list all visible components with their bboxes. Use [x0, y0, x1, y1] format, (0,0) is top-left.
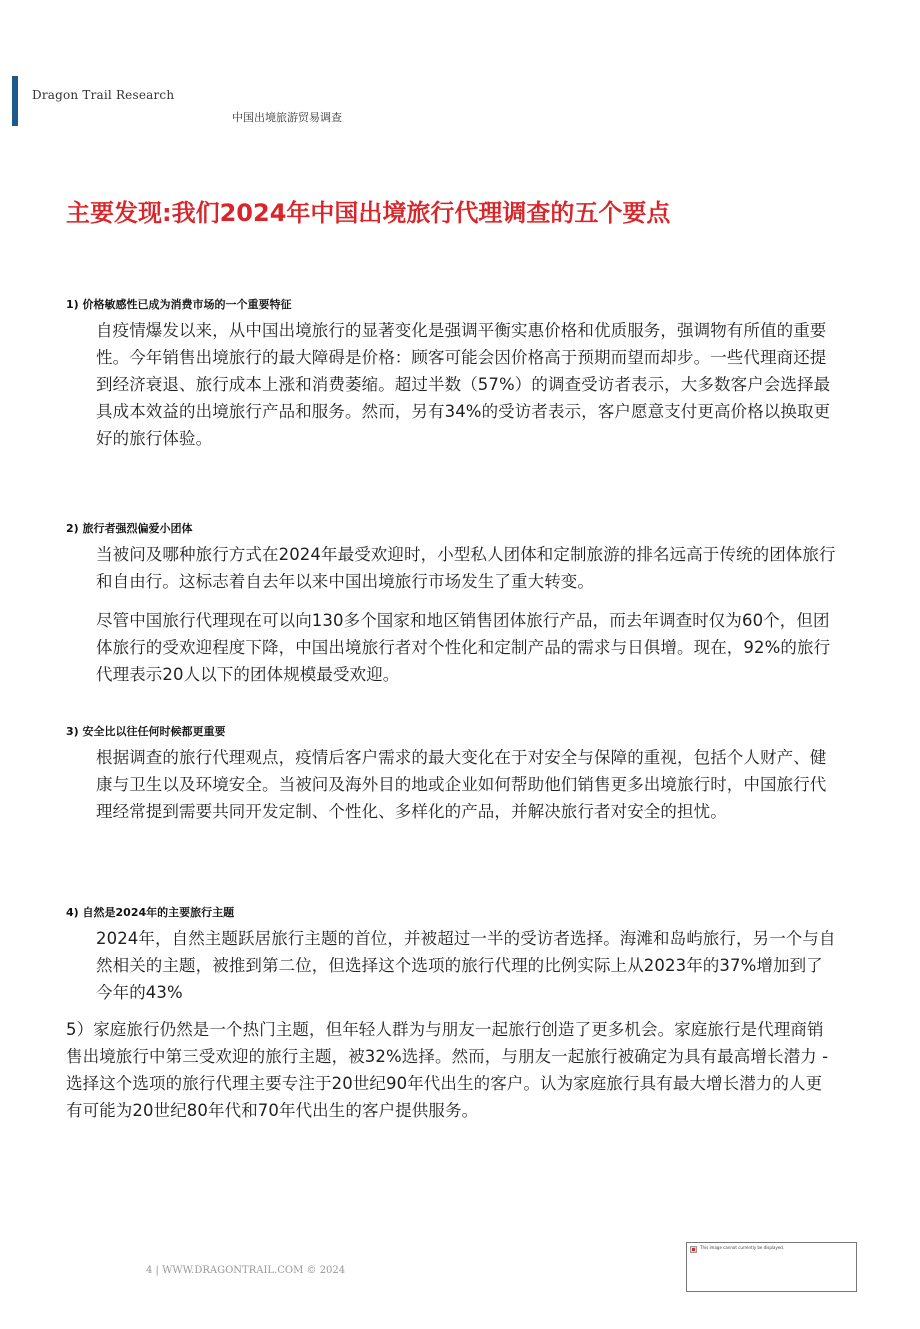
section-heading: 2) 旅行者强烈偏爱小团体	[66, 522, 193, 535]
header-accent-bar	[12, 76, 18, 126]
page-footer: 4 | WWW.DRAGONTRAIL.COM © 2024	[146, 1265, 346, 1276]
section-safety	[66, 724, 836, 825]
section-heading: 4) 自然是2024年的主要旅行主题	[66, 906, 235, 919]
brand-name: Dragon Trail Research	[32, 88, 175, 102]
report-title: 中国出境旅游贸易调查	[232, 111, 342, 124]
section-paragraph: 尽管中国旅行代理现在可以向130多个国家和地区销售团体旅行产品，而去年调查时仅为60个，但团体旅行的受欢迎程度下降，中国出境旅行者对个性化和定制产品的需求与日俱增。现在，92%的旅行代理表示20人以下的团体规模最受欢迎。	[96, 611, 831, 684]
section-nature-theme	[66, 905, 836, 1006]
section-heading: 3) 安全比以往任何时候都更重要	[66, 725, 226, 738]
section-small-groups	[66, 521, 836, 688]
section-paragraph: 自疫情爆发以来，从中国出境旅行的显著变化是强调平衡实惠价格和优质服务，强调物有所值的重要性。今年销售出境旅行的最大障碍是价格：顾客可能会因价格高于预期而望而却步。一些代理商还提到经济衰退、旅行成本上涨和消费萎缩。超过半数（57%）的调查受访者表示，大多数客户会选择最具成本效益的出境旅行产品和服务。然而，另有34%的受访者表示，客户愿意支付更高价格以换取更好的旅行体验。	[96, 321, 831, 448]
image-placeholder	[686, 1242, 857, 1292]
section-paragraph: 2024年，自然主题跃居旅行主题的首位，并被超过一半的受访者选择。海滩和岛屿旅行，另一个与自然相关的主题，被推到第二位，但选择这个选项的旅行代理的比例实际上从2023年的37%增加到了今年的43%	[96, 929, 836, 1002]
broken-image-icon	[690, 1246, 697, 1253]
section-paragraph: 5）家庭旅行仍然是一个热门主题，但年轻人群为与朋友一起旅行创造了更多机会。家庭旅行是代理商销售出境旅行中第三受欢迎的旅行主题，被32%选择。然而，与朋友一起旅行被确定为具有最高增长潜力 - 选择这个选项的旅行代理主要专注于20世纪90年代出生的客户。认为家庭旅行具有最大增长潜力的人更有可能为20世纪80年代和70年代出生的客户提供服务。	[66, 1020, 829, 1120]
section-family-travel	[66, 1016, 836, 1124]
image-placeholder-text: This image cannot currently be displayed.	[700, 1245, 785, 1250]
section-paragraph: 根据调查的旅行代理观点，疫情后客户需求的最大变化在于对安全与保障的重视，包括个人财产、健康与卫生以及环境安全。当被问及海外目的地或企业如何帮助他们销售更多出境旅行时，中国旅行代理经常提到需要共同开发定制、个性化、多样化的产品，并解决旅行者对安全的担忧。	[96, 748, 827, 821]
section-price-sensitivity	[66, 297, 836, 452]
section-paragraph: 当被问及哪种旅行方式在2024年最受欢迎时，小型私人团体和定制旅游的排名远高于传统的团体旅行和自由行。这标志着自去年以来中国出境旅行市场发生了重大转变。	[96, 545, 836, 591]
section-heading: 1) 价格敏感性已成为消费市场的一个重要特征	[66, 298, 292, 311]
main-heading: 主要发现:我们2024年中国出境旅行代理调查的五个要点	[66, 199, 671, 227]
